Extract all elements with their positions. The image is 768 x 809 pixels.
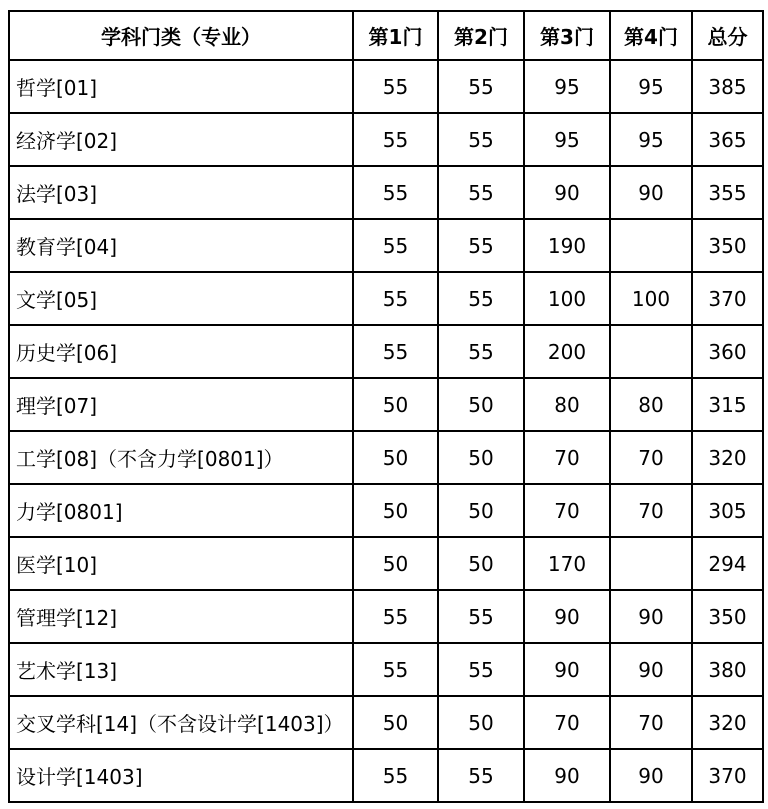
category-cell: 理学[07] xyxy=(9,378,353,431)
score-cell: 50 xyxy=(438,537,524,590)
score-cell: 350 xyxy=(692,590,763,643)
score-cell: 90 xyxy=(610,749,692,802)
table-row xyxy=(9,643,763,696)
table-row xyxy=(9,431,763,484)
column-header: 第4门 xyxy=(610,11,692,60)
column-header: 第2门 xyxy=(438,11,524,60)
score-cell: 360 xyxy=(692,325,763,378)
table-body xyxy=(9,60,763,802)
score-cell: 190 xyxy=(524,219,610,272)
score-cell: 55 xyxy=(438,325,524,378)
score-cell: 305 xyxy=(692,484,763,537)
score-cell: 70 xyxy=(524,696,610,749)
column-header: 学科门类（专业） xyxy=(9,11,353,60)
score-cell: 55 xyxy=(438,643,524,696)
score-cell: 55 xyxy=(438,219,524,272)
score-cell: 90 xyxy=(524,643,610,696)
score-cell: 365 xyxy=(692,113,763,166)
score-cell: 90 xyxy=(610,166,692,219)
table-row xyxy=(9,272,763,325)
score-cell: 70 xyxy=(610,696,692,749)
category-cell: 管理学[12] xyxy=(9,590,353,643)
score-cell xyxy=(610,537,692,590)
score-cell: 55 xyxy=(353,325,438,378)
table-row xyxy=(9,60,763,113)
score-cell: 370 xyxy=(692,749,763,802)
score-cell: 55 xyxy=(353,60,438,113)
category-cell: 法学[03] xyxy=(9,166,353,219)
score-cell: 50 xyxy=(438,484,524,537)
category-cell: 历史学[06] xyxy=(9,325,353,378)
category-cell: 医学[10] xyxy=(9,537,353,590)
table-row xyxy=(9,378,763,431)
score-cell: 50 xyxy=(353,431,438,484)
table-header xyxy=(9,11,763,60)
score-cell: 50 xyxy=(438,696,524,749)
score-cell: 170 xyxy=(524,537,610,590)
score-cell: 50 xyxy=(438,378,524,431)
score-cell: 350 xyxy=(692,219,763,272)
score-cell: 55 xyxy=(353,219,438,272)
score-cell: 90 xyxy=(610,590,692,643)
table-row xyxy=(9,696,763,749)
score-cell: 50 xyxy=(438,431,524,484)
column-header: 第3门 xyxy=(524,11,610,60)
score-cell: 90 xyxy=(524,166,610,219)
score-cell: 294 xyxy=(692,537,763,590)
score-table xyxy=(8,10,764,803)
table-row xyxy=(9,166,763,219)
score-cell: 55 xyxy=(438,749,524,802)
score-cell xyxy=(610,219,692,272)
score-cell: 70 xyxy=(610,484,692,537)
score-cell: 95 xyxy=(524,113,610,166)
score-cell: 100 xyxy=(610,272,692,325)
category-cell: 艺术学[13] xyxy=(9,643,353,696)
score-cell: 50 xyxy=(353,537,438,590)
score-cell: 55 xyxy=(353,166,438,219)
score-cell: 370 xyxy=(692,272,763,325)
score-cell: 55 xyxy=(353,643,438,696)
score-cell: 50 xyxy=(353,696,438,749)
category-cell: 教育学[04] xyxy=(9,219,353,272)
score-cell: 55 xyxy=(438,60,524,113)
score-cell: 55 xyxy=(353,749,438,802)
score-cell: 100 xyxy=(524,272,610,325)
score-cell: 200 xyxy=(524,325,610,378)
category-cell: 经济学[02] xyxy=(9,113,353,166)
score-cell: 55 xyxy=(353,590,438,643)
score-cell: 355 xyxy=(692,166,763,219)
table-row xyxy=(9,325,763,378)
category-cell: 哲学[01] xyxy=(9,60,353,113)
score-cell: 320 xyxy=(692,431,763,484)
column-header: 第1门 xyxy=(353,11,438,60)
score-cell: 55 xyxy=(438,272,524,325)
header-row xyxy=(9,11,763,60)
score-cell: 50 xyxy=(353,378,438,431)
score-cell: 50 xyxy=(353,484,438,537)
score-cell: 90 xyxy=(524,590,610,643)
score-cell: 95 xyxy=(610,60,692,113)
score-cell: 55 xyxy=(438,590,524,643)
score-cell: 70 xyxy=(610,431,692,484)
score-cell: 315 xyxy=(692,378,763,431)
score-cell: 55 xyxy=(438,166,524,219)
category-cell: 工学[08]（不含力学[0801]） xyxy=(9,431,353,484)
score-cell: 55 xyxy=(438,113,524,166)
table-row xyxy=(9,113,763,166)
score-cell: 70 xyxy=(524,431,610,484)
score-cell: 385 xyxy=(692,60,763,113)
score-cell xyxy=(610,325,692,378)
score-cell: 95 xyxy=(524,60,610,113)
table-row xyxy=(9,537,763,590)
table-row xyxy=(9,749,763,802)
score-cell: 80 xyxy=(524,378,610,431)
score-cell: 90 xyxy=(610,643,692,696)
score-cell: 55 xyxy=(353,113,438,166)
score-cell: 95 xyxy=(610,113,692,166)
category-cell: 力学[0801] xyxy=(9,484,353,537)
table-row xyxy=(9,219,763,272)
score-cell: 80 xyxy=(610,378,692,431)
table-row xyxy=(9,484,763,537)
score-cell: 70 xyxy=(524,484,610,537)
category-cell: 交叉学科[14]（不含设计学[1403]） xyxy=(9,696,353,749)
score-cell: 55 xyxy=(353,272,438,325)
score-cell: 90 xyxy=(524,749,610,802)
table-row xyxy=(9,590,763,643)
score-cell: 320 xyxy=(692,696,763,749)
column-header: 总分 xyxy=(692,11,763,60)
score-cell: 380 xyxy=(692,643,763,696)
category-cell: 文学[05] xyxy=(9,272,353,325)
category-cell: 设计学[1403] xyxy=(9,749,353,802)
